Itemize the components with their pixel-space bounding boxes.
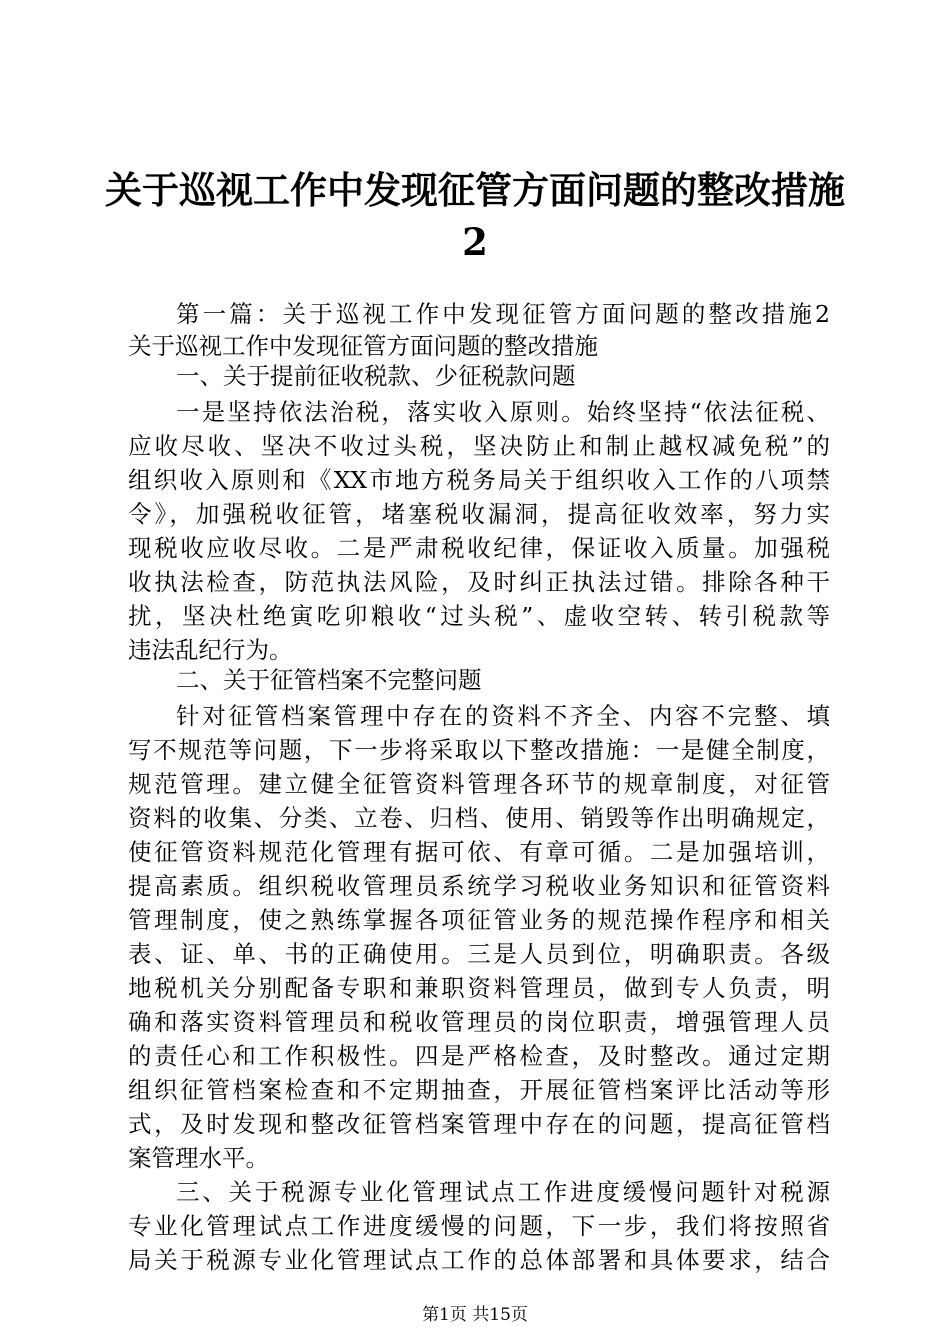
text-line: 写不规范等问题，下一步将采取以下整改措施：一是健全制度， [128,736,830,764]
text-line: 违法乱纪行为。 [128,636,293,664]
text-line: 收执法检查，防范执法风险，及时纠正执法过错。排除各种干 [128,568,830,596]
text-line: 专业化管理试点工作进度缓慢的问题，下一步，我们将按照省 [128,1212,830,1240]
text-line: 扰，坚决杜绝寅吃卯粮收“过头税”、虚收空转、转引税款等 [128,602,830,630]
text-line: 地税机关分别配备专职和兼职资料管理员，做到专人负责，明 [128,974,830,1002]
text-line: 组织收入原则和《XX市地方税务局关于组织收入工作的八项禁 [128,466,830,494]
text-line: 令》，加强税收征管，堵塞税收漏洞，提高征收效率，努力实 [128,500,830,528]
section-heading: 一、关于提前征收税款、少征税款问题 [176,362,576,390]
text-line: 确和落实资料管理员和税收管理员的岗位职责，增强管理人员 [128,1008,830,1036]
text-line: 规范管理。建立健全征管资料管理各环节的规章制度，对征管 [128,770,830,798]
document-title: 关于巡视工作中发现征管方面问题的整改措施 [105,168,845,212]
text-line: 组织征管档案检查和不定期抽查，开展征管档案评比活动等形 [128,1076,830,1104]
text-line: 三、关于税源专业化管理试点工作进度缓慢问题针对税源 [176,1178,830,1206]
text-line: 式，及时发现和整改征管档案管理中存在的问题，提高征管档 [128,1110,830,1138]
text-line: 提高素质。组织税收管理员系统学习税收业务知识和征管资料 [128,872,830,900]
text-line: 针对征管档案管理中存在的资料不齐全、内容不完整、填 [176,702,830,730]
text-line: 第一篇：关于巡视工作中发现征管方面问题的整改措施2 [176,300,830,328]
text-line: 表、证、单、书的正确使用。三是人员到位，明确职责。各级 [128,940,830,968]
text-line: 应收尽收、坚决不收过头税，坚决防止和制止越权减免税”的 [128,432,830,460]
text-line: 案管理水平。 [128,1144,269,1172]
document-title-continued: 2 [462,220,488,264]
text-line: 资料的收集、分类、立卷、归档、使用、销毁等作出明确规定， [128,804,830,832]
section-heading: 二、关于征管档案不完整问题 [176,666,482,694]
text-line: 关于巡视工作中发现征管方面问题的整改措施 [128,332,598,360]
text-line: 现税收应收尽收。二是严肃税收纪律，保证收入质量。加强税 [128,534,830,562]
page-footer: 第1页 共15页 [422,1305,528,1325]
text-line: 的责任心和工作积极性。四是严格检查，及时整改。通过定期 [128,1042,830,1070]
text-line: 使征管资料规范化管理有据可依、有章可循。二是加强培训， [128,838,830,866]
text-line: 管理制度，使之熟练掌握各项征管业务的规范操作程序和相关 [128,906,830,934]
text-line: 一是坚持依法治税，落实收入原则。始终坚持“依法征税、 [176,398,830,426]
text-line: 局关于税源专业化管理试点工作的总体部署和具体要求，结合 [128,1246,830,1274]
